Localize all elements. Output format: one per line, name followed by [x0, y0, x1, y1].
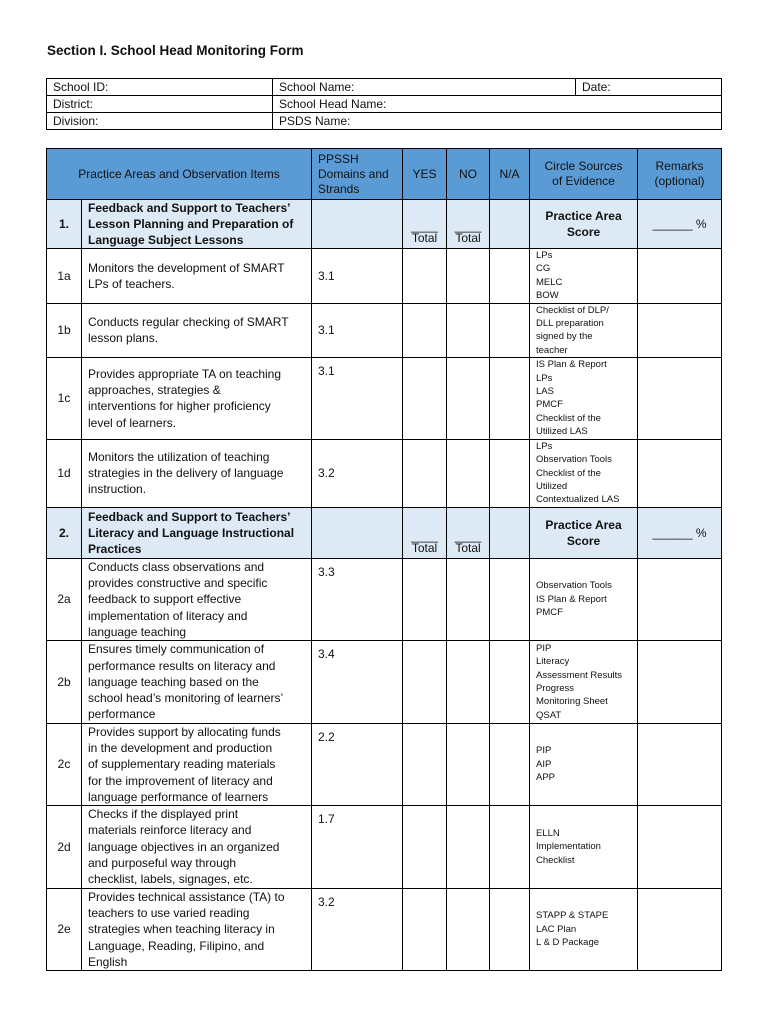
- remarks-cell[interactable]: [638, 723, 722, 805]
- evidence-item[interactable]: Progress: [536, 682, 575, 694]
- item-text-line: language objectives in an organized: [88, 839, 280, 854]
- item-text-line: performance: [88, 707, 156, 722]
- na-cell[interactable]: [490, 558, 530, 640]
- evidence-item[interactable]: Checklist of the: [536, 467, 601, 479]
- section-title-line: Feedback and Support to Teachers’: [88, 509, 291, 524]
- item-number: 1a: [47, 249, 82, 304]
- header-remarks: [638, 149, 722, 200]
- na-cell[interactable]: [490, 723, 530, 805]
- header-no: NO: [447, 149, 490, 200]
- item-description: [82, 249, 312, 304]
- score-label-line: Score: [566, 533, 601, 548]
- evidence-list: [530, 723, 638, 805]
- item-domain: 3.1: [312, 249, 403, 304]
- evidence-item[interactable]: Observation Tools: [536, 580, 612, 592]
- item-domain: 3.1: [312, 358, 403, 439]
- evidence-item[interactable]: PMCF: [536, 399, 563, 411]
- yes-cell[interactable]: [403, 806, 447, 888]
- item-description: [82, 439, 312, 507]
- item-description: [82, 558, 312, 640]
- item-text-line: of supplementary reading materials: [88, 757, 276, 772]
- item-text-line: approaches, strategies &: [88, 383, 221, 398]
- evidence-item[interactable]: Utilized: [536, 480, 568, 492]
- item-domain: 3.1: [312, 303, 403, 358]
- evidence-list: [530, 303, 638, 358]
- evidence-item[interactable]: DLL preparation: [536, 318, 604, 330]
- na-cell[interactable]: [490, 641, 530, 723]
- total-na-cell[interactable]: [490, 200, 530, 249]
- item-domain: 3.2: [312, 888, 403, 970]
- evidence-item[interactable]: STAPP & STAPE: [536, 910, 609, 922]
- item-description: [82, 806, 312, 888]
- item-number: 1b: [47, 303, 82, 358]
- percent-field[interactable]: ______ %: [638, 200, 722, 249]
- item-number: 2a: [47, 558, 82, 640]
- na-cell[interactable]: [490, 888, 530, 970]
- school-head-name-field[interactable]: School Head Name:: [273, 96, 722, 113]
- item-text-line: Conducts class observations and: [88, 559, 265, 574]
- total-label: Total: [455, 231, 481, 245]
- evidence-item[interactable]: QSAT: [536, 709, 562, 721]
- item-number: 2b: [47, 641, 82, 723]
- no-cell[interactable]: [447, 806, 490, 888]
- item-domain: 3.2: [312, 439, 403, 507]
- item-domain: 1.7: [312, 806, 403, 888]
- yes-cell[interactable]: [403, 303, 447, 358]
- item-text-line: strategies in the delivery of language: [88, 466, 284, 481]
- no-cell[interactable]: [447, 558, 490, 640]
- evidence-item[interactable]: LPs: [536, 440, 553, 452]
- item-text-line: Monitors the utilization of teaching: [88, 449, 270, 464]
- evidence-list: [530, 558, 638, 640]
- form-title: Section I. School Head Monitoring Form: [47, 43, 304, 58]
- evidence-item[interactable]: BOW: [536, 290, 559, 302]
- no-cell[interactable]: [447, 439, 490, 507]
- yes-cell[interactable]: [403, 249, 447, 304]
- total-blank-line: ____: [454, 219, 482, 233]
- header-sources: [530, 149, 638, 200]
- total-blank-line: ____: [411, 528, 438, 543]
- remarks-cell[interactable]: [638, 439, 722, 507]
- item-text-line: Language, Reading, Filipino, and: [88, 938, 265, 953]
- evidence-item[interactable]: LAS: [536, 386, 554, 398]
- item-domain: 3.3: [312, 558, 403, 640]
- header-ppssh-line: Strands: [318, 181, 360, 196]
- evidence-item[interactable]: AIP: [536, 758, 552, 770]
- item-description: [82, 358, 312, 439]
- item-text-line: Provides appropriate TA on teaching: [88, 366, 282, 381]
- total-blank-line: ____: [411, 219, 438, 233]
- school-name-field[interactable]: School Name:: [273, 79, 576, 96]
- yes-cell[interactable]: [403, 558, 447, 640]
- division-field[interactable]: Division:: [47, 113, 273, 130]
- item-text-line: in the development and production: [88, 740, 273, 755]
- item-text-line: teachers to use varied reading: [88, 905, 250, 920]
- evidence-list: [530, 641, 638, 723]
- total-yes-cell[interactable]: [403, 200, 447, 249]
- yes-cell[interactable]: [403, 723, 447, 805]
- item-text-line: checklist, labels, signages, etc.: [88, 872, 253, 887]
- practice-area-score-label: [530, 200, 638, 249]
- no-cell[interactable]: [447, 888, 490, 970]
- item-number: 2c: [47, 723, 82, 805]
- item-description: [82, 641, 312, 723]
- yes-cell[interactable]: [403, 358, 447, 439]
- item-text-line: English: [88, 954, 128, 969]
- no-cell[interactable]: [447, 249, 490, 304]
- item-text-line: materials reinforce literacy and: [88, 823, 252, 838]
- section-row: [47, 507, 722, 558]
- item-domain: 3.4: [312, 641, 403, 723]
- no-cell[interactable]: [447, 641, 490, 723]
- item-text-line: strategies when teaching literacy in: [88, 922, 275, 937]
- total-no-cell[interactable]: [447, 507, 490, 558]
- item-text-line: provides constructive and specific: [88, 576, 268, 591]
- evidence-list: [530, 888, 638, 970]
- monitoring-table: [46, 148, 722, 971]
- total-label: Total: [411, 540, 438, 555]
- no-cell[interactable]: [447, 303, 490, 358]
- evidence-item[interactable]: L & D Package: [536, 937, 600, 949]
- item-text-line: performance results on literacy and: [88, 658, 276, 673]
- evidence-item[interactable]: Checklist of DLP/: [536, 304, 609, 316]
- item-description: [82, 303, 312, 358]
- total-blank-line: ____: [454, 528, 482, 543]
- evidence-item[interactable]: APP: [536, 772, 556, 784]
- evidence-item[interactable]: PMCF: [536, 607, 563, 619]
- item-text-line: Provides support by allocating funds: [88, 724, 281, 739]
- evidence-item[interactable]: Utilized LAS: [536, 426, 588, 438]
- header-na: N/A: [490, 149, 530, 200]
- evidence-item[interactable]: teacher: [536, 344, 568, 356]
- total-no-cell[interactable]: [447, 200, 490, 249]
- remarks-cell[interactable]: [638, 303, 722, 358]
- section-title-line: Practices: [88, 541, 142, 556]
- practice-area-score-label: [530, 507, 638, 558]
- item-text-line: Checks if the displayed print: [88, 807, 239, 822]
- header-row: [47, 149, 722, 200]
- evidence-item[interactable]: Assessment Results: [536, 669, 623, 681]
- evidence-item[interactable]: ELLN: [536, 827, 560, 839]
- item-text-line: level of learners.: [88, 415, 177, 430]
- evidence-item[interactable]: LAC Plan: [536, 923, 577, 935]
- item-number: 1d: [47, 439, 82, 507]
- evidence-item[interactable]: IS Plan & Report: [536, 593, 607, 605]
- item-text-line: for the improvement of literacy and: [88, 773, 273, 788]
- score-label-line: Practice Area: [545, 209, 622, 223]
- school-info-table: [46, 78, 722, 130]
- header-remarks-line: (optional): [654, 174, 705, 188]
- header-remarks-line: Remarks: [655, 159, 704, 173]
- item-row: [47, 558, 722, 640]
- evidence-item[interactable]: Contextualized LAS: [536, 494, 620, 506]
- no-cell[interactable]: [447, 358, 490, 439]
- item-text-line: Conducts regular checking of SMART: [88, 315, 289, 330]
- section-title-line: Language Subject Lessons: [88, 233, 244, 247]
- header-ppssh-line: Domains and: [318, 166, 389, 181]
- remarks-cell[interactable]: [638, 806, 722, 888]
- evidence-item[interactable]: MELC: [536, 276, 563, 288]
- evidence-item[interactable]: LPs: [536, 372, 553, 384]
- evidence-list: [530, 439, 638, 507]
- evidence-item[interactable]: CG: [536, 263, 551, 275]
- item-text-line: and purposeful way through: [88, 856, 237, 871]
- remarks-cell[interactable]: [638, 641, 722, 723]
- na-cell[interactable]: [490, 806, 530, 888]
- total-label: Total: [455, 540, 481, 555]
- remarks-cell[interactable]: [638, 358, 722, 439]
- remarks-cell[interactable]: [638, 558, 722, 640]
- item-text-line: lesson plans.: [88, 331, 159, 346]
- total-label: Total: [411, 231, 438, 245]
- score-label-line: Score: [566, 225, 601, 239]
- evidence-item[interactable]: IS Plan & Report: [536, 359, 607, 371]
- evidence-list: [530, 249, 638, 304]
- section-row: [47, 200, 722, 249]
- yes-cell[interactable]: [403, 641, 447, 723]
- evidence-item[interactable]: LPs: [536, 250, 553, 261]
- percent-field[interactable]: ______ %: [638, 507, 722, 558]
- section-title-line: Literacy and Language Instructional: [88, 525, 295, 540]
- header-practice: Practice Areas and Observation Items: [47, 149, 312, 200]
- remarks-cell[interactable]: [638, 888, 722, 970]
- na-cell[interactable]: [490, 358, 530, 439]
- district-field[interactable]: District:: [47, 96, 273, 113]
- evidence-item[interactable]: Monitoring Sheet: [536, 696, 608, 708]
- na-cell[interactable]: [490, 249, 530, 304]
- item-row: [47, 249, 722, 304]
- evidence-list: [530, 806, 638, 888]
- evidence-item[interactable]: Implementation: [536, 841, 601, 853]
- item-text-line: instruction.: [88, 482, 147, 497]
- item-domain: 2.2: [312, 723, 403, 805]
- item-text-line: Ensures timely communication of: [88, 642, 265, 657]
- header-sources-line: Circle Sources: [544, 159, 623, 173]
- item-text-line: school head’s monitoring of learners’: [88, 691, 284, 706]
- item-text-line: language teaching based on the: [88, 674, 259, 689]
- total-yes-cell[interactable]: [403, 507, 447, 558]
- section-domain-cell: [312, 507, 403, 558]
- evidence-item[interactable]: PIP: [536, 642, 552, 654]
- item-description: [82, 723, 312, 805]
- item-number: 2d: [47, 806, 82, 888]
- no-cell[interactable]: [447, 723, 490, 805]
- item-row: [47, 303, 722, 358]
- section-number: 2.: [47, 507, 82, 558]
- item-row: [47, 888, 722, 970]
- psds-name-field[interactable]: PSDS Name:: [273, 113, 722, 130]
- school-id-field[interactable]: School ID:: [47, 79, 273, 96]
- item-row: [47, 358, 722, 439]
- item-row: [47, 806, 722, 888]
- evidence-item[interactable]: Checklist of the: [536, 412, 601, 424]
- evidence-item[interactable]: Literacy: [536, 656, 570, 668]
- header-ppssh: [312, 149, 403, 200]
- header-yes: YES: [403, 149, 447, 200]
- section-number: 1.: [47, 200, 82, 249]
- evidence-item[interactable]: signed by the: [536, 331, 593, 343]
- item-text-line: interventions for higher proficiency: [88, 399, 271, 414]
- item-text-line: LPs of teachers.: [88, 276, 175, 291]
- section-title-line: Feedback and Support to Teachers’: [88, 201, 291, 215]
- date-field[interactable]: Date:: [576, 79, 722, 96]
- item-row: [47, 723, 722, 805]
- evidence-item[interactable]: Checklist: [536, 854, 575, 866]
- section-title: [82, 507, 312, 558]
- item-text-line: implementation of literacy and: [88, 608, 248, 623]
- score-label-line: Practice Area: [545, 517, 622, 532]
- item-description: [82, 888, 312, 970]
- evidence-list: [530, 358, 638, 439]
- section-title-line: Lesson Planning and Preparation of: [88, 217, 294, 231]
- na-cell[interactable]: [490, 439, 530, 507]
- item-text-line: language performance of learners: [88, 789, 269, 804]
- total-na-cell[interactable]: [490, 507, 530, 558]
- item-number: 2e: [47, 888, 82, 970]
- evidence-item[interactable]: PIP: [536, 745, 552, 757]
- item-text-line: feedback to support effective: [88, 592, 242, 607]
- section-title: [82, 200, 312, 249]
- header-ppssh-line: PPSSH: [318, 151, 359, 166]
- section-domain-cell: [312, 200, 403, 249]
- yes-cell[interactable]: [403, 888, 447, 970]
- item-text-line: Provides technical assistance (TA) to: [88, 889, 285, 904]
- item-row: [47, 439, 722, 507]
- item-number: 1c: [47, 358, 82, 439]
- item-text-line: language teaching: [88, 624, 187, 639]
- evidence-item[interactable]: Observation Tools: [536, 454, 612, 466]
- na-cell[interactable]: [490, 303, 530, 358]
- remarks-cell[interactable]: [638, 249, 722, 304]
- yes-cell[interactable]: [403, 439, 447, 507]
- item-text-line: Monitors the development of SMART: [88, 260, 285, 275]
- header-sources-line: of Evidence: [552, 174, 615, 188]
- item-row: [47, 641, 722, 723]
